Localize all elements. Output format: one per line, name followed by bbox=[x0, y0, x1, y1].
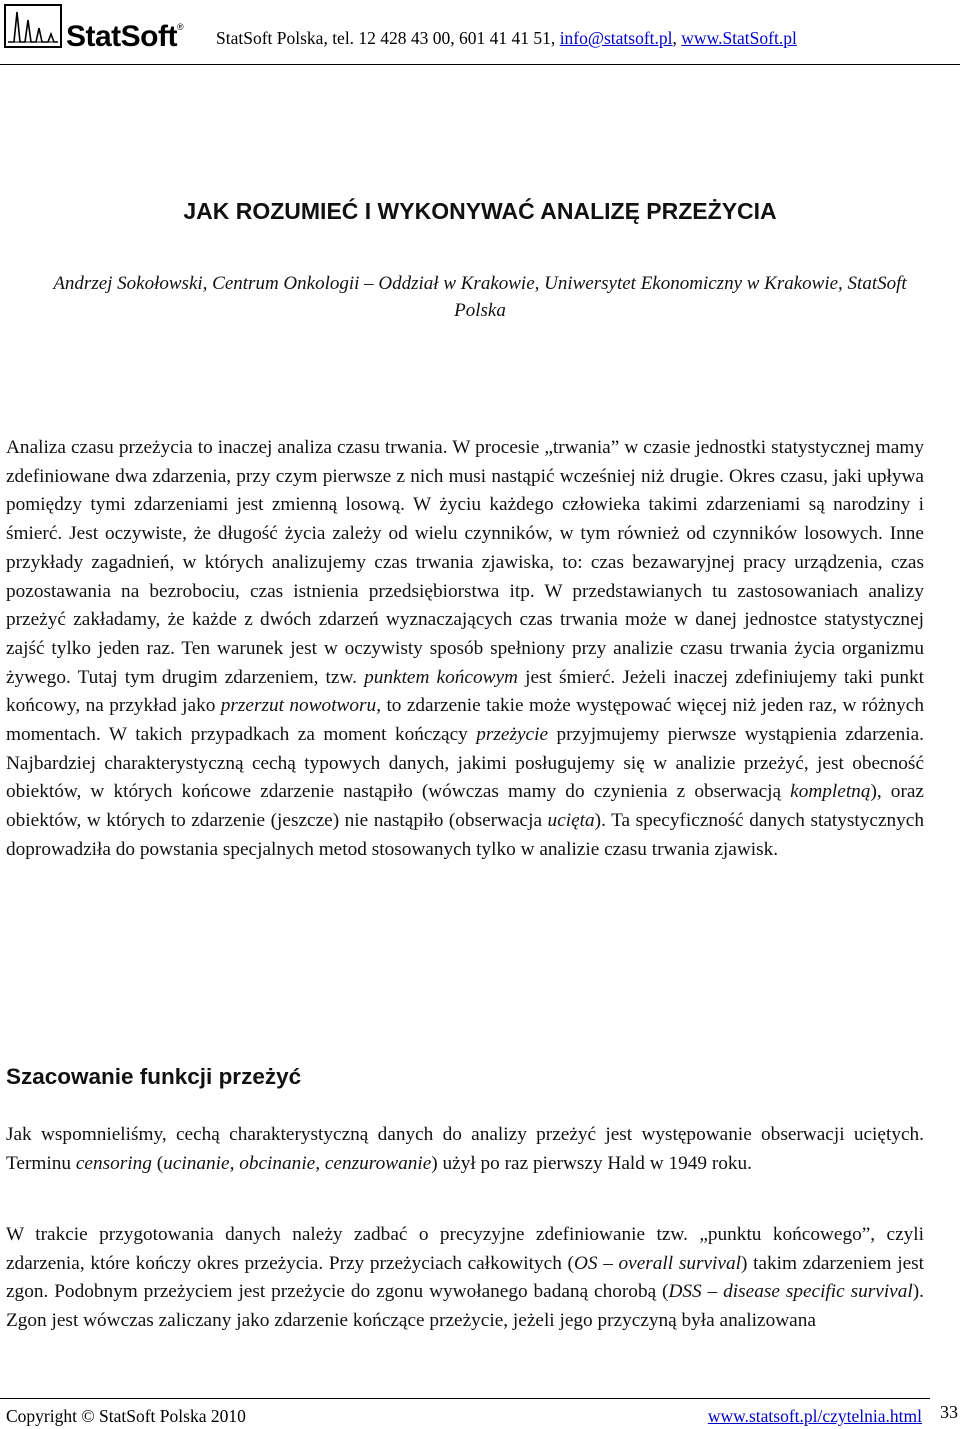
website-link[interactable]: www.StatSoft.pl bbox=[681, 28, 797, 48]
text-run: ). Ta specyficzność danych statystycznych doprowadziła do powstania specjalnych metod stosowanych tylko w analizie czasu trwania zjawisk. bbox=[6, 810, 924, 860]
email-link[interactable]: info@statsoft.pl bbox=[559, 28, 673, 48]
italic-term: przeżycie bbox=[476, 724, 549, 746]
contact-separator: , bbox=[672, 28, 682, 48]
italic-term: przerzut nowotworu bbox=[220, 695, 377, 717]
article-title: JAK ROZUMIEĆ I WYKONYWAĆ ANALIZĘ PRZEŻYCIA bbox=[183, 198, 777, 224]
italic-term: censoring bbox=[75, 1152, 152, 1174]
text-run: Analiza czasu przeżycia to inaczej analiza czasu trwania. W procesie „trwania” w czasie jednostki statystycznej mamy zdefiniowane dwa zdarzenia, przy czym pierwsze z nich musi nastąpić wcześniej niż drugie. Okres czasu, jaki upływa pomiędzy tymi zdarzeniami jest zmienną losową. W życiu każdego człowieka takimi zdarzeniami są narodziny i śmierć. Jest oczywiste, że długość życia zależy od wielu czynników, w tym również od czynników losowych. Inne przykłady zagadnień, w których analizujemy czas trwania zjawiska, to: czas bezawaryjnej pracy urządzenia, czas pozostawania na bezrobociu, czas istnienia przedsiębiorstwa itp. W przedstawianych tu zastosowaniach analizy przeżyć zakładamy, że każde z dwóch zdarzeń wyznaczających czas trwania może w danej jednostce statystycznej zajść tylko jeden raz. Ten warunek jest w oczywisty sposób spełniony przy analizie czasu trwania życia organizmu żywego. Tutaj tym drugim zdarzeniem, tzw. bbox=[6, 437, 924, 688]
text-run: ), oraz obiektów, w których to zdarzenie (jeszcze) nie nastąpiło (obserwacja bbox=[6, 781, 924, 832]
footer-divider bbox=[0, 1398, 930, 1399]
contact-text: StatSoft Polska, tel. 12 428 43 00, 601 41 41 51, bbox=[216, 28, 560, 48]
logo-wordmark bbox=[66, 20, 183, 54]
text-run: W trakcie przygotowania danych należy zadbać o precyzyjne zdefiniowanie tzw. „punktu końcowego”, czyli zdarzenia, które kończy okres przeżycia. Przy przeżyciach całkowitych ( bbox=[6, 1224, 924, 1274]
page-header bbox=[0, 0, 960, 66]
endpoint-paragraph bbox=[6, 1221, 924, 1336]
intro-paragraph bbox=[6, 434, 924, 865]
text-run: jest śmierć. Jeżeli inaczej zdefiniujemy taki punkt końcowy, na przykład jako bbox=[6, 666, 924, 717]
registered-mark: ® bbox=[177, 22, 184, 32]
logo-name: StatSoft bbox=[66, 20, 177, 53]
header-contact bbox=[216, 28, 797, 49]
text-run: przyjmujemy pierwsze wystąpienia zdarzenia. Najbardziej charakterystyczną cechą typowych danych, jakimi posługujemy się w analizie przeżyć, jest obecność obiektów, w których końcowe zdarzenie nastąpiło (wówczas mamy do czynienia z obserwacją bbox=[6, 724, 924, 803]
italic-term: kompletną bbox=[790, 781, 871, 803]
italic-term: punktem końcowym bbox=[364, 666, 518, 688]
text-run: , to zdarzenie takie może występować więcej niż jeden raz, w różnych momentach. W takich przypadkach za moment kończący bbox=[6, 695, 924, 746]
statsoft-logo-icon bbox=[4, 4, 62, 48]
italic-term: OS – overall survival bbox=[573, 1252, 741, 1274]
text-run: Jak wspomnieliśmy, cechą charakterystyczną danych do analizy przeżyć jest występowanie obserwacji uciętych. Terminu bbox=[6, 1124, 924, 1174]
header-divider bbox=[0, 64, 960, 65]
text-run: ). Zgon jest wówczas zaliczany jako zdarzenie kończące przeżycie, jeżeli jego przyczyną była analizowana bbox=[6, 1281, 924, 1332]
text-run: ) takim zdarzeniem jest zgon. Podobnym przeżyciem jest przeżycie do zgonu wywołanego badaną chorobą ( bbox=[6, 1252, 924, 1303]
page-number: 33 bbox=[940, 1402, 958, 1422]
censoring-paragraph bbox=[6, 1121, 924, 1178]
italic-term: ucinanie, obcinanie, cenzurowanie bbox=[163, 1152, 432, 1174]
text-run: ( bbox=[151, 1152, 164, 1174]
reading-room-link[interactable]: www.statsoft.pl/czytelnia.html bbox=[707, 1406, 922, 1426]
italic-term: ucięta bbox=[547, 810, 595, 832]
copyright-notice: Copyright © StatSoft Polska 2010 bbox=[6, 1406, 246, 1426]
italic-term: DSS – disease specific survival bbox=[668, 1281, 913, 1303]
text-run: ) użył po raz pierwszy Hald w 1949 roku. bbox=[431, 1152, 752, 1174]
section-heading: Szacowanie funkcji przeżyć bbox=[6, 1064, 302, 1089]
article-authors: Andrzej Sokołowski, Centrum Onkologii – Oddział w Krakowie, Uniwersytet Ekonomiczny w Krakowie, StatSoft Polska bbox=[53, 273, 907, 321]
